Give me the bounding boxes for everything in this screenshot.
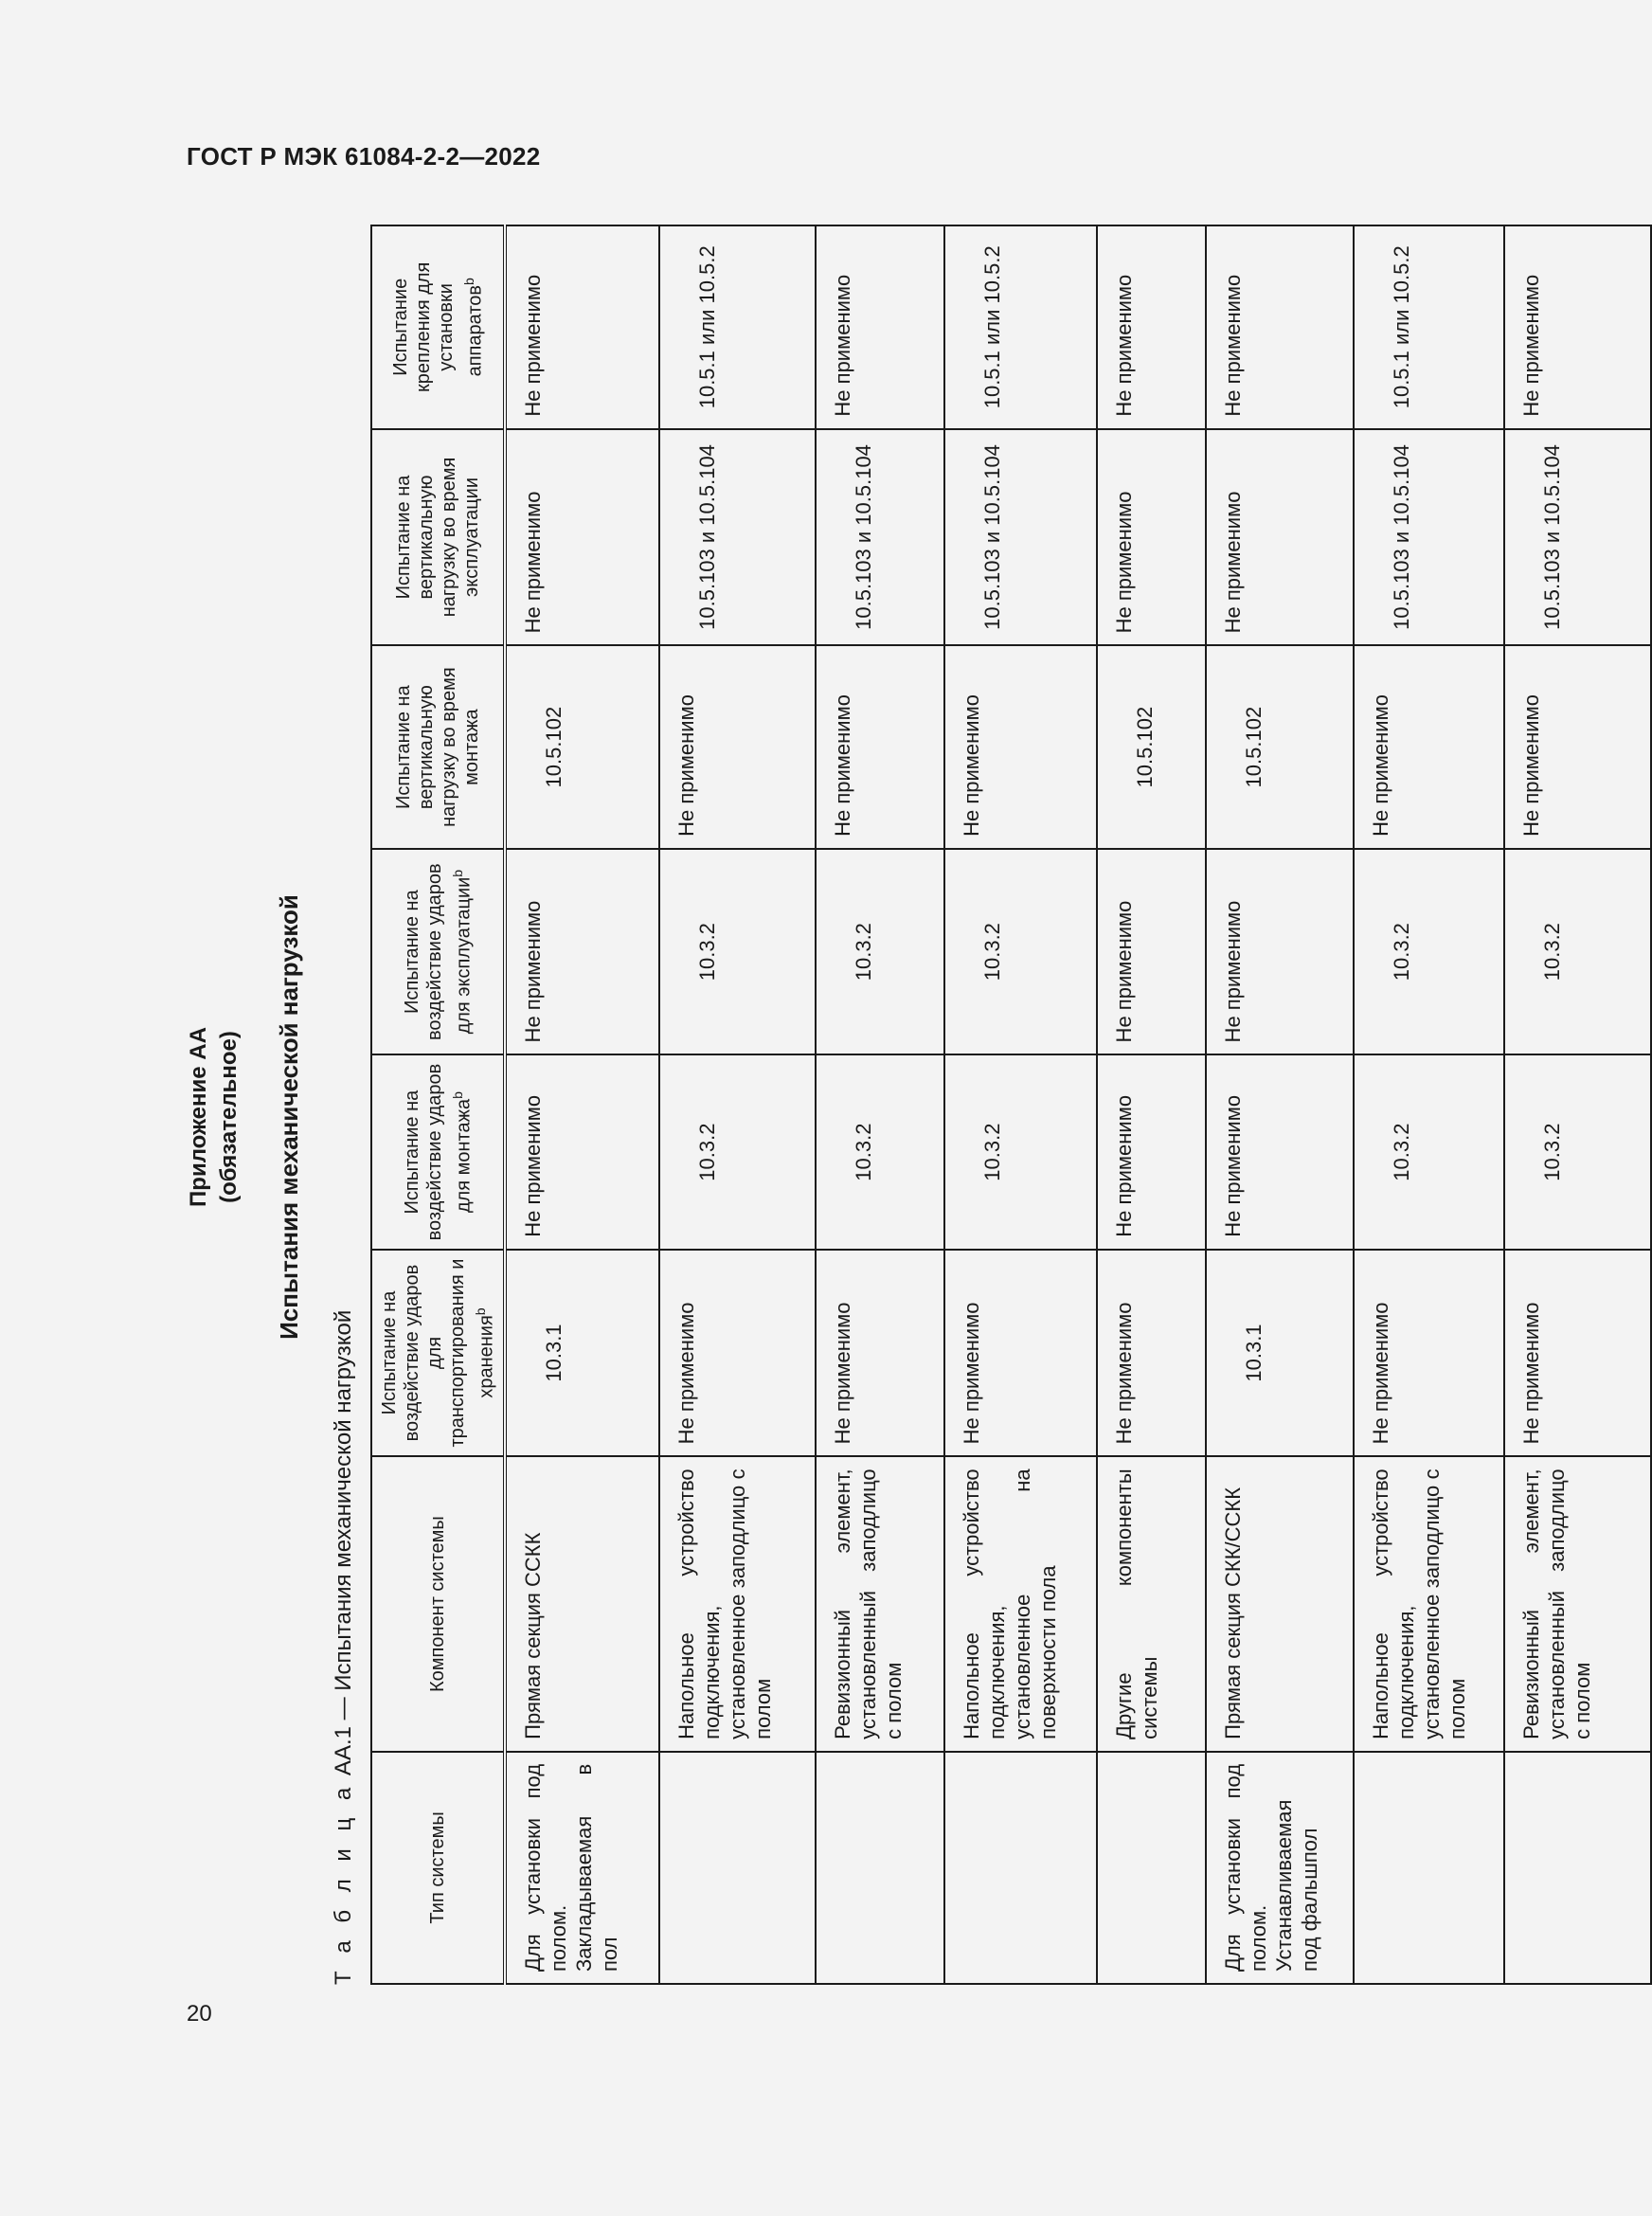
table-row — [505, 225, 659, 1984]
table-cell: 10.5.103 и 10.5.104 — [659, 429, 816, 646]
column-header: Компонент системы — [371, 1456, 505, 1752]
table-cell: 10.3.2 — [816, 1054, 944, 1249]
table-cell: Не применимо — [944, 645, 1097, 849]
table-row — [659, 225, 816, 1984]
table-cell: Не применимо — [944, 1250, 1097, 1457]
table-cell: Не применимо — [1097, 849, 1206, 1055]
column-header: Испытание на вертикальную нагрузку во время монтажа — [371, 645, 505, 849]
table-cell — [1097, 1752, 1206, 1984]
table-cell: 10.3.2 — [1504, 1054, 1651, 1249]
table-cell — [1504, 1752, 1651, 1984]
table-row — [1097, 225, 1206, 1984]
table-cell: Не применимо — [1206, 1054, 1354, 1249]
page-number: 20 — [187, 2001, 212, 2027]
column-header: Испытание на воздействие ударов для транспортирования и хранения$^b$ — [371, 1250, 505, 1457]
table-cell: 10.3.2 — [1354, 849, 1504, 1055]
table-cell: 10.5.1 или 10.5.2 — [944, 225, 1097, 429]
table-cell: 10.3.2 — [944, 849, 1097, 1055]
table-row — [1504, 225, 1651, 1984]
table-cell: 10.5.103 и 10.5.104 — [816, 429, 944, 646]
table-caption-prefix: Т а б л и ц а — [331, 1781, 356, 1985]
table-cell: Не применимо — [816, 1250, 944, 1457]
table-cell: 10.5.102 — [1097, 645, 1206, 849]
table-cell: Для установки под полом. Закладываемая в пол — [505, 1752, 659, 1984]
table-cell: Напольное устройство подключения, установленное заподлицо с полом — [659, 1456, 816, 1752]
table-cell: Не применимо — [1097, 429, 1206, 646]
table-cell: Не применимо — [1354, 1250, 1504, 1457]
table-cell: 10.3.2 — [944, 1054, 1097, 1249]
table-cell — [944, 1752, 1097, 1984]
table-cell: Не применимо — [659, 1250, 816, 1457]
table-cell: 10.5.102 — [1206, 645, 1354, 849]
table-row — [816, 225, 944, 1984]
column-header: Испытание на воздействие ударов для эксплуатации$^b$ — [371, 849, 505, 1055]
table-cell: 10.5.103 и 10.5.104 — [944, 429, 1097, 646]
table-cell: 10.5.102 — [505, 645, 659, 849]
column-header: Тип системы — [371, 1752, 505, 1984]
table-header-row — [371, 225, 505, 1984]
table-cell: Не применимо — [1504, 1250, 1651, 1457]
column-header: Испытание на воздействие ударов для монтажа$^b$ — [371, 1054, 505, 1249]
table-cell: 10.3.2 — [1504, 849, 1651, 1055]
table-cell: Не применимо — [505, 1054, 659, 1249]
table-cell: Не применимо — [1206, 849, 1354, 1055]
table-cell: Не применимо — [505, 225, 659, 429]
table-cell: Не применимо — [1504, 225, 1651, 429]
table-cell: Другие компоненты системы — [1097, 1456, 1206, 1752]
table-caption-number: АА.1 — [331, 1726, 356, 1776]
table-cell: Прямая секция СКК/ССКК — [1206, 1456, 1354, 1752]
table-cell: Не применимо — [1504, 645, 1651, 849]
table-cell: Прямая секция ССКК — [505, 1456, 659, 1752]
table-caption-text: — Испытания механической нагрузкой — [331, 1309, 356, 1721]
table-row — [1354, 225, 1504, 1984]
table-cell: Ревизионный элемент, установленный заподлицо с полом — [816, 1456, 944, 1752]
table-cell: Не применимо — [1206, 429, 1354, 646]
table-cell: 10.5.1 или 10.5.2 — [659, 225, 816, 429]
table-row — [944, 225, 1097, 1984]
table-cell: 10.5.103 и 10.5.104 — [1504, 429, 1651, 646]
table-cell: Не применимо — [505, 429, 659, 646]
table-cell: Не применимо — [1206, 225, 1354, 429]
table-row — [1206, 225, 1354, 1984]
appendix-subtitle: (обязательное) — [216, 1031, 242, 1203]
mechanical-load-table — [370, 225, 1652, 1985]
column-header: Испытание крепления для установки аппаратов$^b$ — [371, 225, 505, 429]
table-cell: Не применимо — [1354, 645, 1504, 849]
table-cell: Не применимо — [505, 849, 659, 1055]
table-cell: Не применимо — [1097, 1250, 1206, 1457]
column-header: Испытание на вертикальную нагрузку во время эксплуатации — [371, 429, 505, 646]
document-header: ГОСТ Р МЭК 61084-2-2—2022 — [187, 142, 541, 171]
table-cell: Напольное устройство подключения, установленное заподлицо с полом — [1354, 1456, 1504, 1752]
appendix-heading: Испытания механической нагрузкой — [275, 894, 303, 1340]
table-cell — [816, 1752, 944, 1984]
table-caption — [331, 1310, 357, 1985]
table-cell: Не применимо — [659, 645, 816, 849]
table-cell: Для установки под полом. Устанавливаемая под фальшпол — [1206, 1752, 1354, 1984]
appendix-title: Приложение АА — [186, 1027, 211, 1207]
table-cell: Не применимо — [816, 645, 944, 849]
table-cell — [659, 1752, 816, 1984]
table-cell: Не применимо — [1097, 225, 1206, 429]
table-cell: Напольное устройство подключения, установленное на поверхности пола — [944, 1456, 1097, 1752]
table-cell: Ревизионный элемент, установленный заподлицо с полом — [1504, 1456, 1651, 1752]
table-cell: 10.3.2 — [1354, 1054, 1504, 1249]
table-cell: 10.5.1 или 10.5.2 — [1354, 225, 1504, 429]
table-cell: 10.3.2 — [816, 849, 944, 1055]
table-cell — [1354, 1752, 1504, 1984]
table-cell: Не применимо — [1097, 1054, 1206, 1249]
table-cell: 10.5.103 и 10.5.104 — [1354, 429, 1504, 646]
table-cell: 10.3.1 — [1206, 1250, 1354, 1457]
table-cell: 10.3.1 — [505, 1250, 659, 1457]
table-cell: 10.3.2 — [659, 1054, 816, 1249]
table-cell: Не применимо — [816, 225, 944, 429]
table-cell: 10.3.2 — [659, 849, 816, 1055]
